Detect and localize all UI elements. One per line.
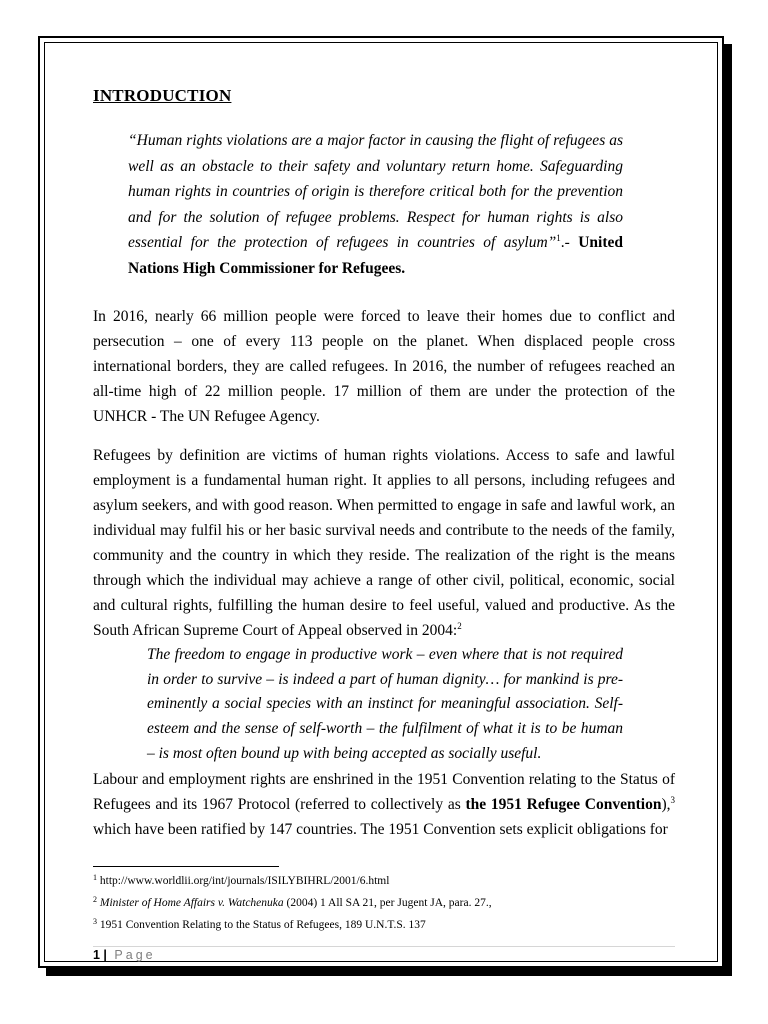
epigraph-dash: .- <box>560 234 579 251</box>
footnote-1 <box>93 870 675 892</box>
page-footer <box>93 948 156 962</box>
paragraph-2 <box>93 443 675 643</box>
epigraph <box>128 128 623 281</box>
heading-introduction: INTRODUCTION <box>93 86 232 105</box>
epigraph-text: Human rights violations are a major factor in causing the flight of refugees as well as an obstacle to their safety and voluntary return home. Safeguarding human rights in countries of origin is therefore critical both for the prevention and for the solution of refugee problems. Respect for human rights is also essential for the protection of refugees in countries of asylum <box>128 132 623 251</box>
footnote-num: 2 <box>93 895 97 904</box>
paragraph-3 <box>93 767 675 842</box>
footnote-ref-3[interactable]: 3 <box>670 794 675 805</box>
page-number: 1 <box>93 948 100 962</box>
epigraph-close-quote: ” <box>547 234 557 251</box>
paragraph-3-bold: the 1951 Refugee Convention <box>465 795 662 813</box>
footnote-3 <box>93 914 675 936</box>
document-body <box>93 86 675 842</box>
epigraph-attribution: United Nations High Commissioner for Refugees. <box>128 234 623 277</box>
footer-rule <box>93 946 675 947</box>
footnote-2 <box>93 892 675 914</box>
paragraph-1: In 2016, nearly 66 million people were forced to leave their homes due to conflict and persecution – one of every 113 people on the planet. When displaced people cross international borders, they are called refugees. In 2016, the number of refugees reached an all-time high of 22 million people. 17 million of them are under the protection of the UNHCR - The UN Refugee Agency. <box>93 308 675 425</box>
footnote-separator <box>93 866 279 867</box>
paragraph-3-before: Labour and employment rights are enshrined in the 1951 Convention relating to the Status of Refugees and its 1967 Protocol (referred to collectively as <box>93 770 675 813</box>
footnote-num: 3 <box>93 917 97 926</box>
footnote-ref-2[interactable]: 2 <box>457 621 462 631</box>
footnote-text: http://www.worldlii.org/int/journals/ISILYBIHRL/2001/6.html <box>97 875 390 887</box>
footer-separator: | <box>99 948 111 962</box>
page-label: Page <box>114 948 156 962</box>
footnote-num: 1 <box>93 873 97 882</box>
epigraph-open-quote: “ <box>128 132 137 149</box>
paragraph-3-rest: which have been ratified by 147 countries. The 1951 Convention sets explicit obligations for <box>93 820 668 838</box>
footnote-case-name: Minister of Home Affairs v. Watchenuka <box>99 897 284 909</box>
block-quote: The freedom to engage in productive work – even where that is not required in order to survive – is indeed a part of human dignity… for mankind is pre-eminently a social species with an instinct for meaningful association. Self-esteem and the sense of self-worth – the fulfilment of what it is to be human – is most often bound up with being accepted as socially useful. <box>147 646 623 762</box>
footnotes <box>93 870 675 936</box>
footnote-text: (2004) 1 All SA 21, per Jugent JA, para. 27., <box>283 897 492 909</box>
footnote-ref-1[interactable]: 1 <box>556 233 561 243</box>
footnote-text: 1951 Convention Relating to the Status of Refugees, 189 U.N.T.S. 137 <box>97 919 426 931</box>
paragraph-3-after-bold: ), <box>661 795 671 813</box>
paragraph-2-text: Refugees by definition are victims of human rights violations. Access to safe and lawful employment is a fundamental human right. It applies to all persons, including refugees and asylum seekers, and with good reason. When permitted to engage in safe and lawful work, an individual may fulfil his or her basic survival needs and contribute to the needs of the family, community and the country in which they reside. The realization of the right is the means through which the individual may achieve a range of other civil, political, economic, social and cultural rights, fulfilling the human desire to feel useful, valued and productive. As the South African Supreme Court of Appeal observed in 2004: <box>93 447 675 639</box>
